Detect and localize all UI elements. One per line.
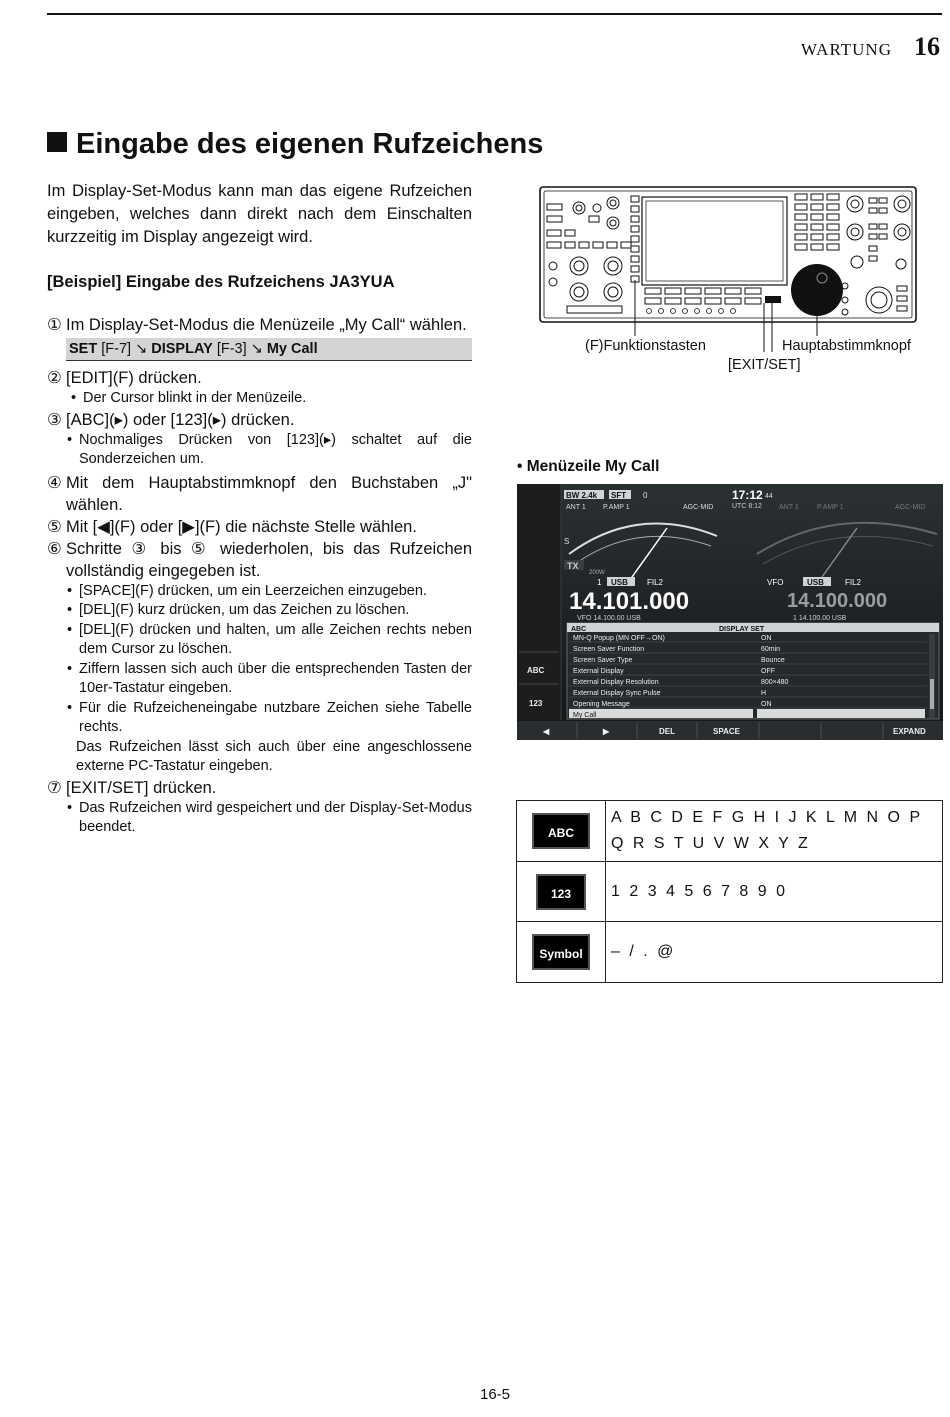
menu-row-selected[interactable] [569, 709, 753, 718]
svg-text:VFO: VFO [767, 578, 784, 587]
intro-paragraph: Im Display-Set-Modus kann man das eigene Rufzeichen eingeben, welches dann direkt nach dem Einschalten kurzzeitig im Display angezeigt wird. [47, 182, 472, 246]
clock: 17:12 [732, 488, 763, 502]
menu-row-name[interactable]: Screen Saver Function [573, 646, 645, 653]
menu-row-name[interactable]: External Display Resolution [573, 679, 659, 686]
step-7: ⑦ [EXIT/SET] drücken. [47, 778, 217, 797]
svg-text:ABC: ABC [571, 626, 587, 633]
symbol-key-image: Symbol [532, 934, 590, 970]
step-3: ③ [ABC](▸) oder [123](▸) drücken. [47, 410, 295, 429]
sub-bullet: • Das Rufzeichen wird gespeichert und der Display-Set-Modus beendet. [67, 799, 472, 835]
menu-row-name[interactable]: Opening Message [573, 701, 630, 708]
svg-text:1 14.100.00 USB: 1 14.100.00 USB [793, 615, 847, 622]
chapter-number: 16 [914, 32, 940, 61]
sub-bullet: • Ziffern lassen sich auch über die entsprechenden Tasten der 10er-Tastatur eingeben. [67, 660, 472, 696]
sub-frequency: 14.100.000 [787, 590, 888, 612]
step-6: ⑥ Schritte ③ bis ⑤ wiederholen, bis das Rufzeichen vollständig eingegeben ist. [47, 539, 472, 580]
menu-row-name[interactable]: External Display [573, 668, 624, 675]
chapter-header [801, 32, 940, 62]
menu-row-name[interactable]: My Call [573, 712, 597, 719]
fkey-expand[interactable]: EXPAND [893, 727, 926, 736]
abc-key-image: ABC [532, 813, 590, 849]
utc-time: UTC 8:12 [732, 503, 762, 510]
fkey-space[interactable]: SPACE [713, 727, 740, 736]
radio-front-panel-drawing [539, 186, 917, 323]
fkey-del[interactable]: DEL [659, 727, 675, 736]
chapter-name: WARTUNG [801, 40, 892, 59]
menu-header: DISPLAY SET [719, 626, 765, 633]
fkey-right[interactable]: ▶ [603, 727, 610, 736]
step-2: ② [EDIT](F) drücken. [47, 369, 202, 387]
menu-path: SET [F-7] ↘ DISPLAY [F-3] ↘ My Call [66, 338, 472, 361]
menu-row-value: OFF [761, 668, 775, 675]
menu-row-value: 800×480 [761, 679, 789, 686]
preamp-label: P.AMP 1 [603, 504, 630, 511]
table-row [517, 922, 943, 983]
agc-label: AGC-MID [683, 504, 714, 511]
svg-text:VFO 14.100.00 USB: VFO 14.100.00 USB [577, 615, 641, 622]
menu-row-name[interactable]: External Display Sync Pulse [573, 690, 661, 697]
svg-text:ANT 1: ANT 1 [779, 504, 799, 511]
sub-bullet: • [DEL](F) kurz drücken, um das Zeichen zu löschen. [67, 602, 410, 618]
top-rule [47, 13, 942, 15]
abc-side-key[interactable]: ABC [527, 666, 545, 675]
sub-bullet: • Der Cursor blinkt in der Menüzeile. [71, 390, 307, 406]
sft-label: SFT [611, 491, 627, 500]
step-list [47, 314, 472, 838]
table-row [517, 862, 943, 922]
caption-exit-set: [EXIT/SET] [728, 357, 801, 373]
main-frequency: 14.101.000 [569, 588, 690, 615]
svg-text:AGC-MID: AGC-MID [895, 504, 926, 511]
note-text: Das Rufzeichen lässt sich auch über eine angeschlossene externe PC-Tastatur eingeben. [76, 738, 472, 774]
menu-row-value: ON [761, 701, 772, 708]
fkey-left[interactable]: ◀ [543, 727, 550, 736]
sub-bullet: • Nochmaliges Drücken von [123](▸) schaltet auf die Sonderzeichen um. [67, 431, 472, 467]
tx-indicator: TX [567, 561, 579, 571]
step-1: ① Im Display-Set-Modus die Menüzeile „My Call“ wählen. [47, 316, 467, 334]
caption-function-keys: (F)Funktionstasten [585, 338, 706, 354]
menu-row-name[interactable]: MN-Q Popup (MN OFF→ON) [573, 635, 665, 642]
123-key-image: 123 [536, 874, 586, 910]
step-4: ④ Mit dem Hauptabstimmknopf den Buchstaben „J" wählen. [47, 473, 472, 514]
scrollbar-thumb[interactable] [930, 679, 934, 709]
table-row [517, 801, 943, 862]
menu-row-value: ON [761, 635, 772, 642]
sft-value: 0 [643, 491, 648, 500]
square-bullet-icon [47, 132, 67, 152]
123-side-key[interactable]: 123 [529, 699, 543, 708]
menu-row-value: Bounce [761, 657, 785, 664]
screen-caption: • Menüzeile My Call [517, 458, 660, 475]
svg-text:P.AMP 1: P.AMP 1 [817, 504, 844, 511]
s-meter-label: S [564, 537, 570, 546]
bw-label: BW 2.4k [566, 491, 598, 500]
sub-bullet: • [DEL](F) drücken und halten, um alle Zeichen rechts neben dem Cursor zu löschen. [67, 621, 472, 657]
svg-text:1: 1 [597, 578, 602, 587]
svg-text:USB: USB [807, 578, 824, 587]
ant-label: ANT 1 [566, 504, 586, 511]
step-5: ⑤ Mit [◀](F) oder [▶](F) die nächste Stelle wählen. [47, 517, 417, 536]
table-cell-chars: – / . @ [606, 922, 943, 983]
table-cell-chars: A B C D E F G H I J K L M N O P Q R S T U V W X Y Z [606, 801, 943, 862]
svg-text:FIL2: FIL2 [647, 578, 664, 587]
svg-text:FIL2: FIL2 [845, 578, 862, 587]
sub-bullet: • [SPACE](F) drücken, um ein Leerzeichen einzugeben. [67, 582, 427, 599]
menu-row-value: 60min [761, 646, 781, 653]
power-label: 200W [589, 570, 605, 576]
menu-row-value: H [761, 690, 767, 697]
example-heading: [Beispiel] Eingabe des Rufzeichens JA3YUA [47, 273, 395, 291]
menu-row-name[interactable]: Screen Saver Type [573, 657, 633, 664]
radio-display-screenshot [517, 484, 943, 740]
table-cell-chars: 1 2 3 4 5 6 7 8 9 0 [606, 862, 943, 922]
caption-main-dial: Hauptabstimmknopf [782, 338, 911, 354]
page-number: 16-5 [479, 1386, 511, 1403]
sub-bullet: • Für die Rufzeicheneingabe nutzbare Zeichen siehe Tabelle rechts. [67, 699, 472, 735]
character-table [516, 800, 943, 983]
section-title: Eingabe des eigenen Rufzeichens [47, 128, 543, 161]
clock-seconds: 44 [765, 493, 773, 500]
svg-text:USB: USB [611, 578, 628, 587]
